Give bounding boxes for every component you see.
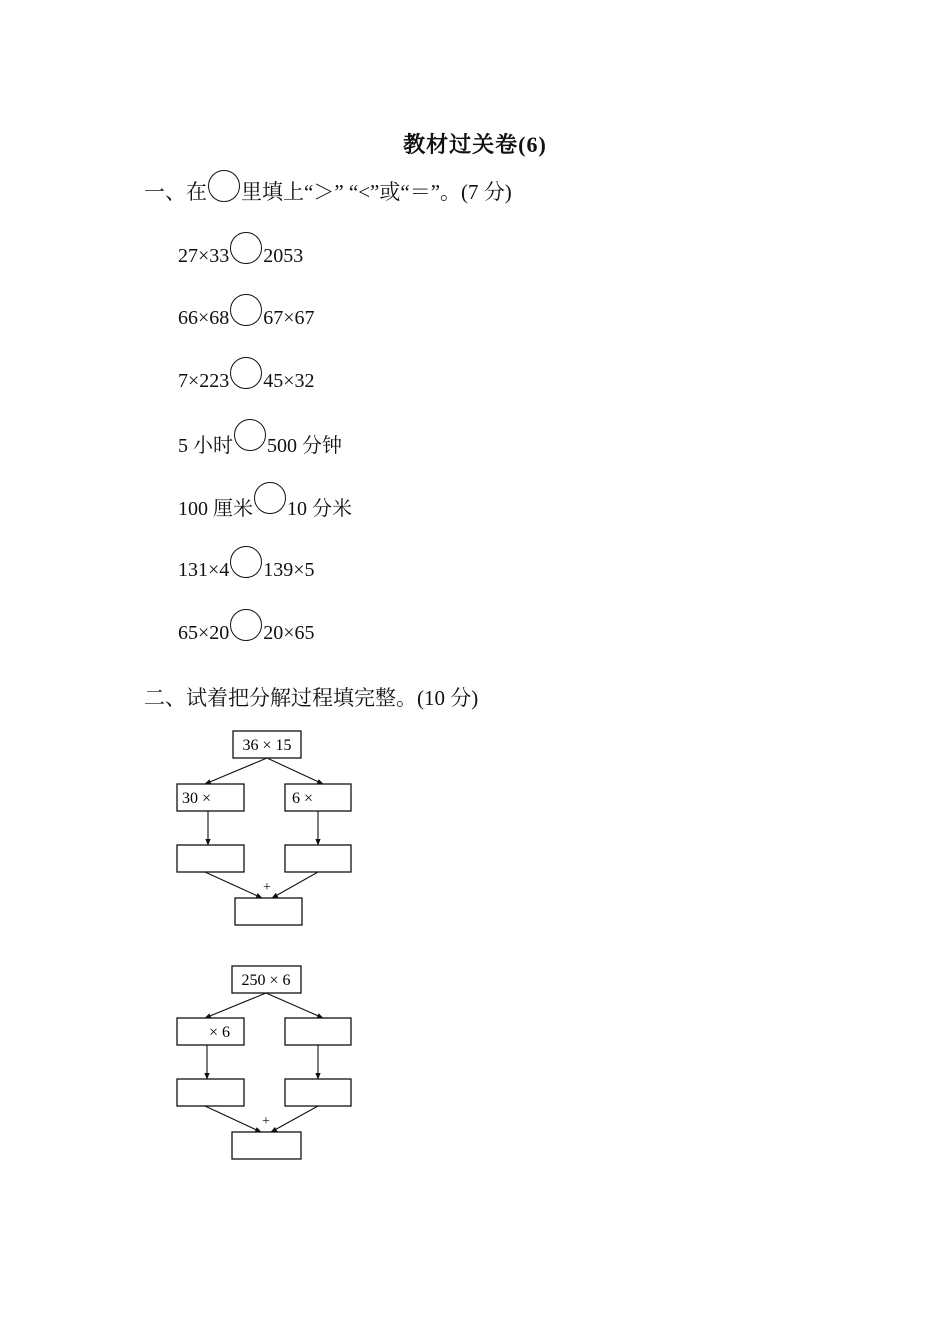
diagram-2 xyxy=(177,966,351,1159)
section-2-heading: 二、试着把分解过程填完整。(10 分) xyxy=(144,686,479,710)
compare-left: 5 小时 xyxy=(178,434,233,457)
diagram-1-right-text: 6 × xyxy=(292,790,314,807)
section-1-prefix: 一、在 xyxy=(144,180,207,204)
arrow xyxy=(271,1106,318,1132)
arrow xyxy=(205,758,267,784)
diagram-2-right-box[interactable] xyxy=(285,1018,351,1045)
diagram-2-top-text: 250 × 6 xyxy=(241,972,291,989)
compare-left: 100 厘米 xyxy=(178,497,253,520)
arrow xyxy=(205,1106,261,1132)
diagram-1-top-text: 36 × 15 xyxy=(242,737,292,754)
plus-sign: + xyxy=(263,880,271,895)
compare-right: 10 分米 xyxy=(287,497,352,520)
diagram-2-mid-left-box[interactable] xyxy=(177,1079,244,1106)
section-1-suffix: 里填上“＞” “<”或“＝”。(7 分) xyxy=(241,180,512,204)
compare-left: 66×68 xyxy=(178,306,230,329)
diagram-1-mid-left-box[interactable] xyxy=(177,845,244,872)
compare-left: 65×20 xyxy=(178,621,230,644)
diagram-1-left-text: 30 × xyxy=(182,790,212,807)
compare-left: 7×223 xyxy=(178,369,230,392)
compare-right: 45×32 xyxy=(263,369,315,392)
diagram-2-bottom-box[interactable] xyxy=(232,1132,301,1159)
arrow xyxy=(205,993,266,1018)
plus-sign: + xyxy=(262,1114,270,1129)
compare-right: 67×67 xyxy=(263,306,315,329)
diagram-2-left-text: × 6 xyxy=(209,1024,231,1041)
arrow xyxy=(205,872,262,898)
diagram-1 xyxy=(177,731,351,925)
compare-right: 139×5 xyxy=(263,558,315,581)
arrow xyxy=(267,758,323,784)
page-title: 教材过关卷(6) xyxy=(403,132,547,157)
diagram-1-mid-right-box[interactable] xyxy=(285,845,351,872)
arrow xyxy=(266,993,323,1018)
diagram-1-bottom-box[interactable] xyxy=(235,898,302,925)
compare-right: 2053 xyxy=(263,244,304,267)
diagram-2-mid-right-box[interactable] xyxy=(285,1079,351,1106)
compare-left: 27×33 xyxy=(178,244,230,267)
compare-right: 20×65 xyxy=(263,621,315,644)
arrow xyxy=(272,872,318,898)
compare-right: 500 分钟 xyxy=(267,434,342,457)
compare-left: 131×4 xyxy=(178,558,230,581)
